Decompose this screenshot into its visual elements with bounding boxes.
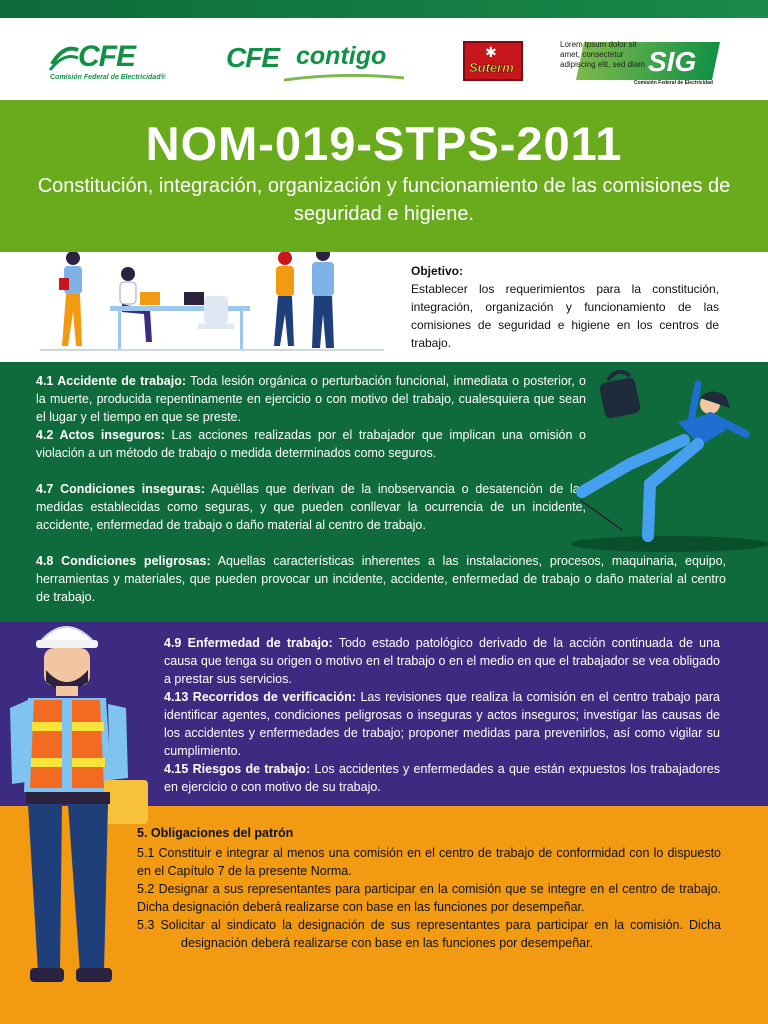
definition-block <box>36 552 726 606</box>
definition-term: 4.8 Condiciones peligrosas: <box>36 554 211 568</box>
definition-item <box>164 760 720 796</box>
top-stripe <box>0 0 768 18</box>
swoosh-icon <box>284 74 404 82</box>
definition-term: 4.2 Actos inseguros: <box>36 428 165 442</box>
title-banner <box>0 100 768 252</box>
definition-block <box>36 372 586 462</box>
definition-text: Los accidentes y enfermedades a que están expuestos los trabajadores en ejercicio o con motivo de su trabajo. <box>164 762 720 794</box>
definition-term: 4.13 Recorridos de verificación: <box>164 690 356 704</box>
placeholder-lorem-text: Lorem ipsum dolor sit amet, consectetur adipiscing elit, sed diam <box>560 40 645 69</box>
definition-text: Las revisiones que realiza la comisión en el centro trabajo para identificar agentes, condiciones peligrosas o inseguras y actos inseguros; investigar las causas de los accidentes y enfermedades de trabajo; proponer medidas para prevenirlos, así como vigilar su cumplimiento. <box>164 690 720 758</box>
page-title: NOM-019-STPS-2011 <box>145 117 623 170</box>
construction-worker-illustration <box>0 612 160 1024</box>
definition-text: Toda lesión orgánica o perturbación funcional, inmediata o posterior, o la muerte, producida repentinamente en ejercicio o con motivo del trabajo, cualesquiera que sean el lugar y el tiempo en que se preste. <box>36 374 587 424</box>
obligaciones-title: 5. Obligaciones del patrón <box>137 826 294 840</box>
definition-text: Todo estado patológico derivado de la acción continuada de una causa que tenga su origen o motivo en el trabajo o en el medio en que el trabajador se vea obligado a prestar sus servicios. <box>164 636 720 686</box>
definition-item <box>164 634 720 688</box>
obligacion-item: 5.1 Constituir e integrar al menos una comisión en el centro de trabajo de conformidad con lo dispuesto en el Capítulo 7 de la presente Norma. <box>137 846 721 878</box>
cfe-logo-tagline: Comisión Federal de Electricidad® <box>50 74 166 81</box>
sig-logo <box>560 40 720 88</box>
contigo-logo-mark: CFE <box>226 42 279 73</box>
definition-text: Aquellas características inherentes a las instalaciones, procesos, maquinaria, equipo, herramientas y materiales, que pueden provocar un incidente, accidente, enfermedad de trabajo o daño material al centro de trabajo. <box>36 554 727 604</box>
definition-block <box>36 480 586 534</box>
definition-text: Las acciones realizadas por el trabajador que implican una omisión o violación a un método de trabajo o medida determinados como seguros. <box>36 428 586 460</box>
objetivo-title: Objetivo: <box>411 264 464 278</box>
logo-bar <box>0 18 768 100</box>
objetivo-section <box>0 252 768 362</box>
definition-term: 4.15 Riesgos de trabajo: <box>164 762 311 776</box>
definition-text: Aquéllas que derivan de la inobservancia o desatención de las medidas establecidas como seguras, y que pueden conllevar la ocurrencia de un incidente, accidente, enfermedad de trabajo o daño material al centro de trabajo. <box>36 482 586 532</box>
definition-item <box>36 426 586 462</box>
definition-term: 4.1 Accidente de trabajo: <box>36 374 186 388</box>
suterm-logo-text: Suterm <box>469 60 514 75</box>
obligacion-item: 5.2 Designar a sus representantes para participar en la comisión que se integre en el centro de trabajo. Dicha designación deberá realizarse con base en las funciones por desempeñar. <box>137 882 721 914</box>
obligacion-item: 5.3 Solicitar al sindicato la designación de sus representantes para participar en la comisión. Dicha designación deberá realizarse con base en las funciones por desempeñar. <box>137 918 721 950</box>
cfe-logo-mark: CFE <box>78 40 135 73</box>
falling-person-illustration <box>560 364 768 554</box>
definition-term: 4.9 Enfermedad de trabajo: <box>164 636 333 650</box>
obligaciones-list <box>137 844 721 952</box>
definition-item <box>36 372 586 426</box>
objetivo-block <box>411 262 719 352</box>
definition-item <box>36 552 726 606</box>
page-subtitle: Constitución, integración, organización y funcionamiento de las comisiones de seguridad e higiene. <box>37 175 731 225</box>
cfe-logo <box>48 40 172 90</box>
cfe-emblem-icon <box>48 42 80 72</box>
definition-block <box>164 634 720 796</box>
definition-term: 4.7 Condiciones inseguras: <box>36 482 205 496</box>
definition-item <box>164 688 720 760</box>
cfe-contigo-logo <box>224 40 408 84</box>
sig-logo-word: SIG <box>648 46 697 77</box>
objetivo-text: Establecer los requerimientos para la constitución, integración, organización y funcionamiento de las comisiones de seguridad e higiene en los centros de trabajo. <box>411 282 719 350</box>
definition-item <box>36 480 586 534</box>
suterm-logo <box>463 41 523 81</box>
office-team-illustration <box>40 252 384 356</box>
contigo-logo-word: contigo <box>296 42 387 70</box>
suterm-star-icon: ✱ <box>485 44 497 60</box>
sig-logo-caption: Comisión Federal de Electricidad <box>634 80 713 86</box>
